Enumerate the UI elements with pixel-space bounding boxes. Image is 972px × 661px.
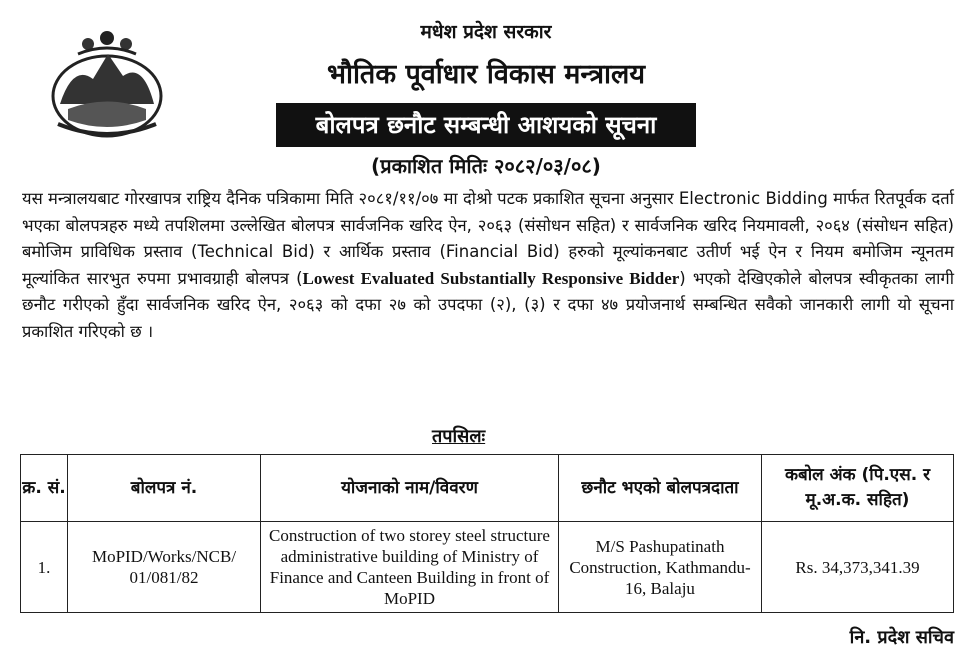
cell-bidder: M/S Pashupatinath Construction, Kathmandu-16, Balaju (559, 522, 762, 613)
cell-sn: 1. (21, 522, 68, 613)
government-name: मधेश प्रदेश सरकार (420, 21, 552, 43)
ministry-name: भौतिक पूर्वाधार विकास मन्त्रालय (326, 59, 646, 90)
header-bid-no: बोलपत्र नं. (68, 455, 261, 522)
header-bidder: छनौट भएको बोलपत्रदाता (559, 455, 762, 522)
notice-title: बोलपत्र छनौट सम्बन्धी आशयको सूचना (276, 103, 696, 147)
signature: नि. प्रदेश सचिव (849, 627, 954, 648)
body-paragraph-part1: यस मन्त्रालयबाट गोरखापत्र राष्ट्रिय दैनिक पत्रिकामा मिति २०८१/११/०७ मा दोश्रो पटक प्रकाशित सूचना अनुसार Electronic Bidding मार्फत रितपूर्वक दर्ता भएका बोलपत्रहरु मध्ये तपशिलमा उल्लेखित बोलपत्र सार्वजनिक खरिद ऐन, २०६३ (संसोधन सहित) र सार्वजनिक खरिद नियमावली, २०६४ (संसोधन सहित) बमोजिम प्राविधिक प्रस्ताव (Technical Bid) र आर्थिक प्रस्ताव (Financial Bid) हरुको मूल्यांकनबाट उतीर्ण भई ऐन र नियम बमोजिम न्यूनतम मूल्यांकित सारभुत रुपमा प्रभावग्राही बोलपत्र ( (22, 189, 954, 288)
body-highlight: Lowest Evaluated Substantially Responsive Bidder (302, 268, 680, 288)
body-paragraph-part2: ) भएको देखिएकोले बोलपत्र स्वीकृतका लागी छनौट गरीएको हुँदा सार्वजनिक खरिद ऐन, २०६३ को दफा २७ को उपदफा (२), (३) र दफा ४७ प्रयोजनार्थ सम्बन्धित सवैको जानकारी लागी यो सूचना प्रकाशित गरिएको छ । (22, 268, 954, 341)
header-amount: कबोल अंक (पि.एस. र मू.अ.क. सहित) (762, 455, 954, 522)
cell-bid-no: MoPID/Works/NCB/ 01/081/82 (68, 522, 261, 613)
award-table (20, 454, 954, 613)
notice-body (22, 186, 954, 345)
cell-project: Construction of two storey steel structure administrative building of Ministry of Finance and Canteen Building in front of MoPID (261, 522, 559, 613)
details-heading: तपसिलः (432, 426, 486, 447)
table-row (21, 522, 954, 613)
header-sn: क्र. सं. (21, 455, 68, 522)
published-date: (प्रकाशित मितिः २०८२/०३/०८) (371, 154, 601, 178)
header-project: योजनाको नाम/विवरण (261, 455, 559, 522)
cell-amount: Rs. 34,373,341.39 (762, 522, 954, 613)
table-header-row (21, 455, 954, 522)
nepal-emblem-icon (48, 24, 166, 142)
